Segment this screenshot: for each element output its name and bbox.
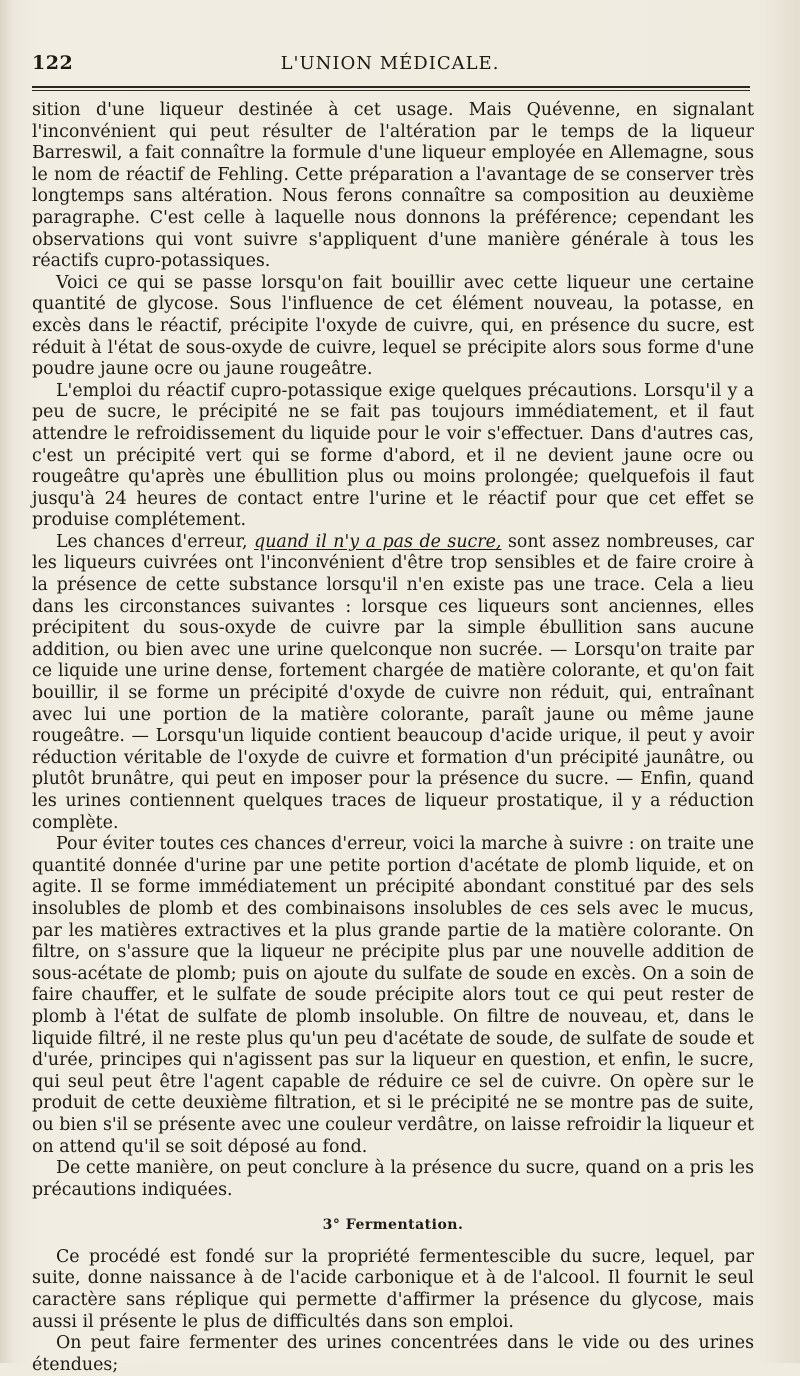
- paragraph-1: sition d'une liqueur destinée à cet usage. Mais Quévenne, en signalant l'inconvénient qui peut résulter de l'altération par le temps de la liqueur Barreswil, a fait connaître la formule d'une liqueur employée en Allemagne, sous le nom de réactif de Fehling. Cette préparation a l'avantage de se conserver très longtemps sans altération. Nous ferons connaître sa composition au deuxième paragraphe. C'est celle à laquelle nous donnons la préférence; cependant les observations qui vont suivre s'appliquent d'une manière générale à tous les réactifs cupro-potassiques.: [32, 100, 754, 272]
- paragraph-5: Pour éviter toutes ces chances d'erreur, voici la marche à suivre : on traite une quantité donnée d'urine par une petite portion d'acétate de plomb liquide, et on agite. Il se forme immédiatement un précipité abondant constitué par des sels insolubles de plomb et des combinaisons insolubles de ces sels avec le mucus, par les matières extractives et la plus grande partie de la matière colorante. On filtre, on s'assure que la liqueur ne précipite plus par une nouvelle addition de sous-acétate de plomb; puis on ajoute du sulfate de soude en excès. On a soin de faire chauffer, et le sulfate de soude précipite alors tout ce qui peut rester de plomb à l'état de sulfate de plomb insoluble. On filtre de nouveau, et, dans le liquide filtré, il ne reste plus qu'un peu d'acétate de soude, de sulfate de soude et d'urée, principes qui n'agissent pas sur la liqueur en question, et enfin, le sucre, qui seul peut être l'agent capable de réduire ce sel de cuivre. On opère sur le produit de cette deuxième filtration, et si le précipité ne se montre pas de suite, ou bien s'il se présente avec une couleur verdâtre, on laisse refroidir la liqueur et on attend qu'il se soit déposé au fond.: [32, 834, 754, 1157]
- paragraph-4-emphasis: quand il n'y a pas de sucre,: [254, 531, 502, 552]
- paragraph-4-rest: sont assez nombreuses, car les liqueurs cuivrées ont l'inconvénient d'être trop sensibles et de faire croire à la présence de cette substance lorsqu'il n'en existe pas une trace. Cela a lieu dans les circonstances suivantes : lorsque ces liqueurs sont anciennes, elles précipitent du sous-oxyde de cuivre par la simple ébullition sans aucune addition, ou bien avec une urine quelconque non sucrée. — Lorsqu'on traite par ce liquide une urine dense, fortement chargée de matière colorante, et qu'on fait bouillir, il se forme un précipité d'oxyde de cuivre non réduit, qui, entraînant avec lui une portion de la matière colorante, paraît jaune ou même jaune rougeâtre. — Lorsqu'un liquide contient beaucoup d'acide urique, il peut y avoir réduction véritable de l'oxyde de cuivre et formation d'un précipité jaunâtre, ou plutôt brunâtre, qui peut en imposer pour la présence du sucre. — Enfin, quand les urines contiennent quelques traces de liqueur prostatique, il y a réduction complète.: [32, 531, 754, 833]
- paragraph-3: L'emploi du réactif cupro-potassique exige quelques précautions. Lorsqu'il y a peu de sucre, le précipité ne se fait pas toujours immédiatement, et il faut attendre le refroidissement du liquide pour le voir s'effectuer. Dans d'autres cas, c'est un précipité vert qui se forme d'abord, et il ne devient jaune ocre ou rougeâtre qu'après une ébullition plus ou moins prolongée; quelquefois il faut jusqu'à 24 heures de contact entre l'urine et le réactif pour que cet effet se produise complétement.: [32, 380, 754, 531]
- page-header: [32, 52, 748, 78]
- header-rule: [32, 86, 750, 91]
- paragraph-2: Voici ce qui se passe lorsqu'on fait bouillir avec cette liqueur une certaine quantité de glycose. Sous l'influence de cet élément nouveau, la potasse, en excès dans le réactif, précipite l'oxyde de cuivre, qui, en présence du sucre, est réduit à l'état de sous-oxyde de cuivre, lequel se précipite alors sous forme d'une poudre jaune ocre ou jaune rougeâtre.: [32, 272, 754, 380]
- section-heading: 3° Fermentation.: [322, 1217, 464, 1234]
- page-number: 122: [32, 52, 74, 74]
- paragraph-8: On peut faire fermenter des urines concentrées dans le vide ou des urines étendues;: [32, 1333, 754, 1375]
- article-body: [32, 100, 754, 1376]
- paragraph-4: [32, 532, 754, 834]
- paragraph-4-start: Les chances d'erreur,: [56, 531, 255, 552]
- paragraph-6: De cette manière, on peut conclure à la présence du sucre, quand on a pris les précautions indiquées.: [32, 1158, 754, 1200]
- paragraph-7: Ce procédé est fondé sur la propriété fermentescible du sucre, lequel, par suite, donne naissance à de l'acide carbonique et à de l'alcool. Il fournit le seul caractère sans réplique qui permette d'affirmer la présence du glycose, mais aussi il présente le plus de difficultés dans son emploi.: [32, 1246, 754, 1332]
- running-title: L'UNION MÉDICALE.: [280, 53, 500, 74]
